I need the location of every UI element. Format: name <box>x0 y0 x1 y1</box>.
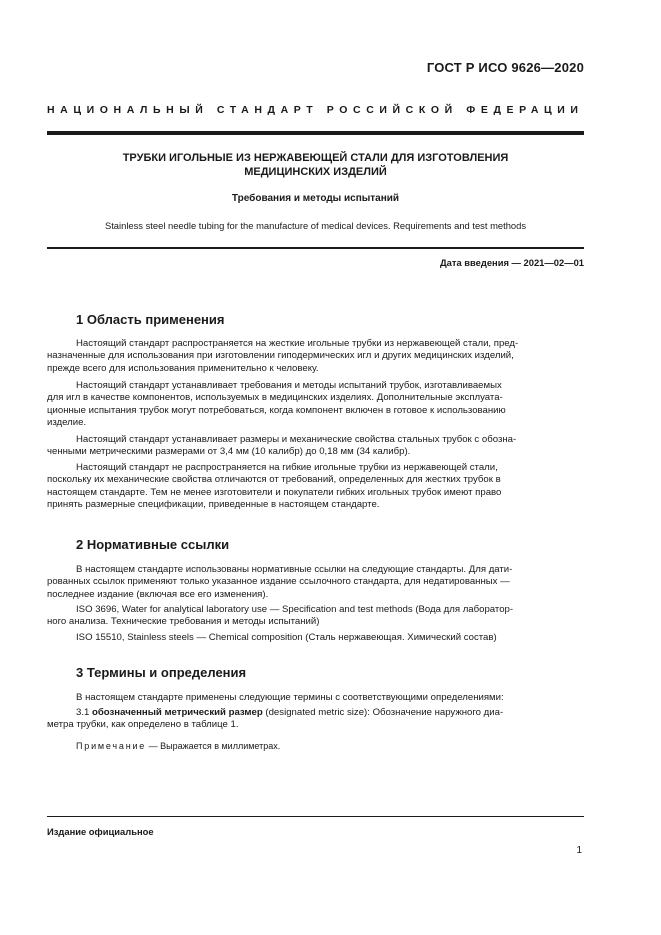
term-definition: (designated metric size): Обозначение наружного диа- <box>262 707 504 718</box>
section-1-paragraph-1 <box>47 338 584 375</box>
section-3-heading: 3 Термины и определения <box>76 665 247 680</box>
footer-divider <box>47 816 584 817</box>
title-line-2: МЕДИЦИНСКИХ ИЗДЕЛИЙ <box>244 165 387 178</box>
edition-label: Издание официальное <box>47 826 154 837</box>
note <box>76 741 280 751</box>
section-1-paragraph-4 <box>47 462 584 511</box>
section-2-paragraph-1 <box>47 564 584 601</box>
text-line: ISO 3696, Water for analytical laboratory use — Specification and test methods (Вода для лаборатор- <box>76 604 514 615</box>
section-3-paragraph-1 <box>47 692 584 704</box>
text-line: В настоящем стандарте использованы нормативные ссылки на следующие стандарты. Для дати- <box>76 564 513 575</box>
text-line: ISO 15510, Stainless steels — Chemical composition (Сталь нержавеющая. Химический состав) <box>76 632 497 643</box>
section-1-heading: 1 Область применения <box>76 312 225 327</box>
term-number: 3.1 <box>76 707 93 718</box>
section-1-paragraph-2 <box>47 380 584 429</box>
term-3-1-line-1 <box>47 707 584 719</box>
term-name: обозначенный метрический размер <box>92 707 263 718</box>
title-line-1: ТРУБКИ ИГОЛЬНЫЕ ИЗ НЕРЖАВЕЮЩЕЙ СТАЛИ ДЛЯ ИЗГОТОВЛЕНИЯ <box>122 152 509 164</box>
text-line: Настоящий стандарт распространяется на жесткие игольные трубки из нержавеющей стали, пред- <box>76 338 519 349</box>
section-2-heading: 2 Нормативные ссылки <box>76 537 230 552</box>
document-code: ГОСТ Р ИСО 9626—2020 <box>426 60 584 75</box>
document-subtitle: Требования и методы испытаний <box>231 193 400 204</box>
page-number: 1 <box>576 845 582 856</box>
text-line: ного анализа. Технические требования и методы испытаний) <box>47 616 320 628</box>
text-line: поскольку их механические свойства отличаются от требований, определенных для жестких трубок в <box>47 474 501 486</box>
document-title <box>47 152 584 179</box>
text-line: настоящем стандарте. Тем не менее изготовители и покупатели гибких игольных трубок имеют право <box>47 486 502 498</box>
note-label: Примечание <box>76 741 147 751</box>
text-line: Настоящий стандарт устанавливает размеры и механические свойства стальных трубок с обозна- <box>76 434 517 445</box>
text-line: В настоящем стандарте применены следующие термины с соответствующими определениями: <box>76 692 504 703</box>
text-line: ченными метрическими размерами от 3,4 мм (10 калибр) до 0,18 мм (34 калибр). <box>47 446 411 458</box>
section-2-paragraph-3 <box>47 632 584 644</box>
english-title: Stainless steel needle tubing for the manufacture of medical devices. Requirements and test methods <box>104 220 527 231</box>
text-line: изделие. <box>47 416 87 428</box>
text-line: прежде всего для использования применительно к человеку. <box>47 362 319 374</box>
section-2-paragraph-2 <box>47 604 584 629</box>
text-line: назначенные для использования при изготовлении гиподермических игл и других медицинских изделий, <box>47 350 514 362</box>
introduction-date: Дата введения — 2021—02—01 <box>439 257 584 268</box>
term-3-1 <box>47 707 584 732</box>
text-line: Настоящий стандарт устанавливает требования и методы испытаний трубок, изготавливаемых <box>76 380 502 391</box>
text-line: принять размерные спецификации, приведенные в настоящем стандарте. <box>47 498 380 510</box>
text-line: Настоящий стандарт не распространяется на гибкие игольные трубки из нержавеющей стали, <box>76 462 498 473</box>
standard-type-banner: НАЦИОНАЛЬНЫЙ СТАНДАРТ РОССИЙСКОЙ ФЕДЕРАЦИИ <box>47 104 584 116</box>
term-3-1-line-2: метра трубки, как определено в таблице 1. <box>47 719 239 731</box>
section-1-paragraph-3 <box>47 434 584 459</box>
note-text: — Выражается в миллиметрах. <box>146 741 281 751</box>
text-line: рованных ссылок применяют только указанное издание ссылочного стандарта, для недатированных — <box>47 576 510 588</box>
title-divider <box>47 247 584 249</box>
text-line: для игл в качестве компонентов, используемых в медицинских изделиях. Дополнительные эксплуата- <box>47 392 503 404</box>
header-divider <box>47 131 584 135</box>
text-line: последнее издание (включая все его изменения). <box>47 588 269 600</box>
text-line: ционные испытания трубок могут потребоваться, когда компонент включен в готовое к использованию <box>47 404 506 416</box>
